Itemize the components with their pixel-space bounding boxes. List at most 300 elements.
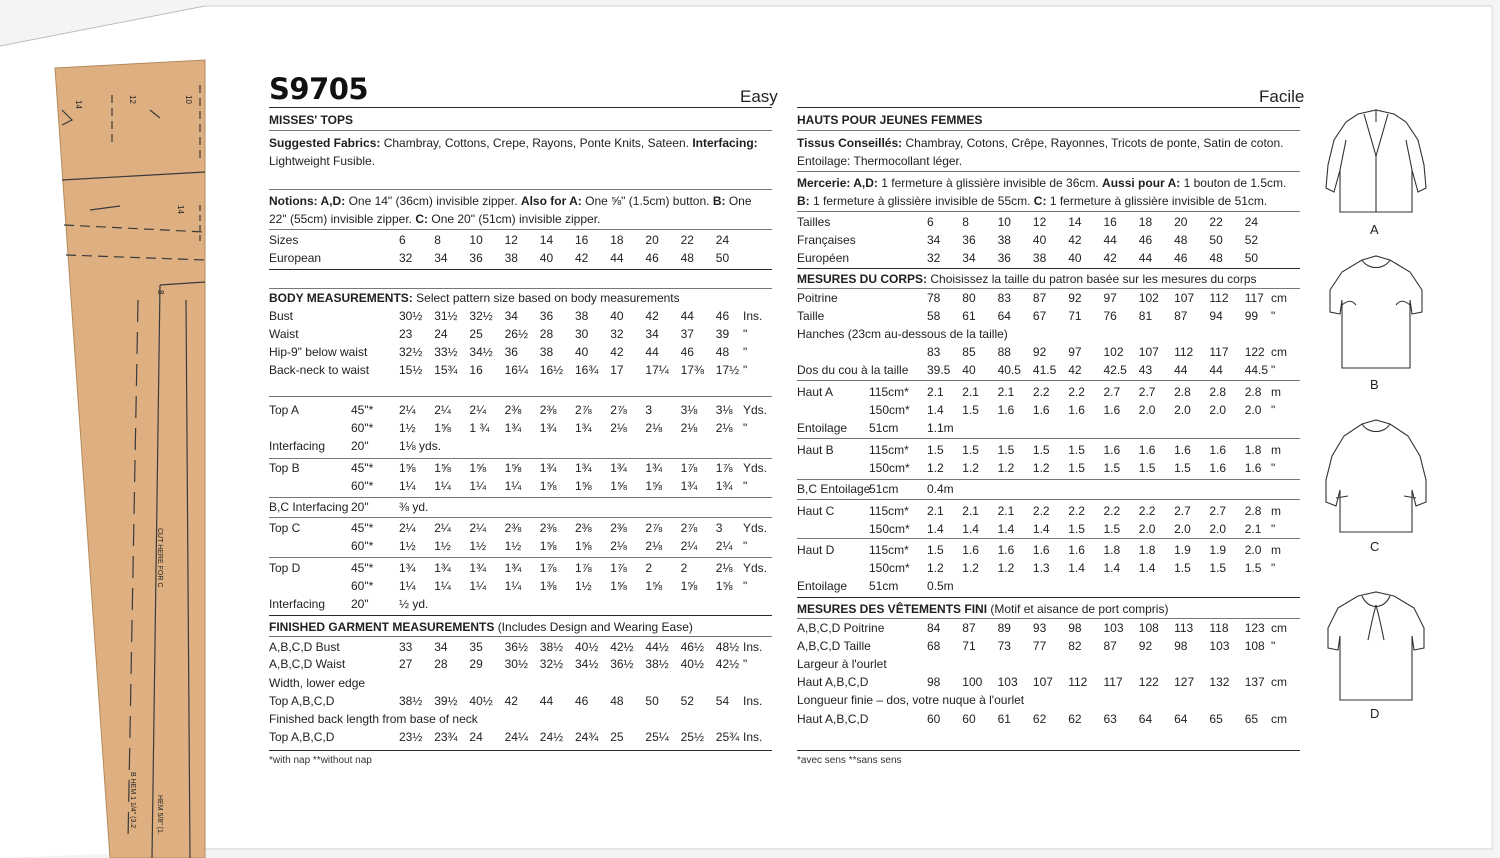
- unit: cm: [1271, 675, 1287, 689]
- table-cell: 34: [962, 251, 976, 265]
- table-cell: 1.2: [997, 461, 1015, 475]
- table-cell: 1⅞: [575, 561, 592, 575]
- view-c-drawing: [1326, 420, 1426, 532]
- table-cell: 48: [610, 694, 624, 708]
- row-label: Hip-9" below waist: [269, 345, 368, 359]
- table-cell: 3: [715, 521, 723, 535]
- table-cell: 1⅝: [715, 579, 733, 593]
- table-cell: 1.4: [927, 522, 944, 536]
- table-cell: 107: [1174, 291, 1195, 305]
- row-label: Top D: [269, 561, 301, 575]
- table-cell: 1⅝: [610, 579, 627, 593]
- fabrics-label: Tissus Conseillés:: [797, 136, 903, 150]
- table-cell: 40: [1032, 233, 1047, 247]
- view-b-label: B:: [797, 194, 810, 208]
- table-cell: 1⅝: [680, 579, 698, 593]
- finished-header-fr: [797, 602, 1168, 616]
- divider: [797, 211, 1300, 212]
- also-for-a-label: Also for A:: [520, 194, 582, 208]
- fabric-width: 115cm*: [869, 443, 909, 457]
- table-cell: 40½: [680, 657, 704, 671]
- table-cell: 2.8: [1174, 385, 1191, 399]
- table-cell: 2.1: [997, 385, 1015, 399]
- footnote-en: *with nap **without nap: [269, 755, 372, 766]
- table-cell: 87: [1103, 639, 1117, 653]
- table-cell: 32½: [469, 309, 493, 323]
- table-cell: 103: [1103, 621, 1124, 635]
- table-cell: 23½: [399, 730, 423, 744]
- row-label: Hanches (23cm au-dessous de la taille): [797, 327, 1008, 341]
- fabrics-en: [269, 136, 758, 150]
- table-cell: 40: [610, 309, 624, 323]
- row-label: Taille: [797, 309, 825, 323]
- table-cell: 48: [680, 251, 694, 265]
- table-cell: 1.2: [927, 561, 944, 575]
- table-cell: 137: [1244, 675, 1265, 689]
- row-label: Interfacing: [269, 597, 326, 611]
- body-measurements-label: BODY MEASUREMENTS:: [269, 291, 413, 305]
- table-cell: 1.5: [1103, 522, 1121, 536]
- table-cell: 36: [962, 233, 976, 247]
- table-cell: 2.7: [1138, 385, 1156, 399]
- table-cell: 32: [610, 327, 624, 341]
- table-cell: 58: [927, 309, 941, 323]
- table-cell: 1.5: [1244, 561, 1262, 575]
- row-label: Largeur à l'ourlet: [797, 657, 887, 671]
- unit: ": [1271, 639, 1276, 653]
- table-cell: 42: [645, 309, 659, 323]
- unit: m: [1271, 385, 1281, 399]
- table-cell: 50: [645, 694, 659, 708]
- table-cell: 41.5: [1032, 363, 1057, 377]
- table-cell: 1¾: [680, 479, 698, 493]
- divider: [797, 618, 1300, 619]
- table-cell: 44.5: [1244, 363, 1269, 377]
- unit: Ins.: [743, 694, 763, 708]
- table-cell: 1.5: [1138, 461, 1156, 475]
- table-cell: 0.4m: [927, 482, 954, 496]
- unit: ": [1271, 309, 1276, 323]
- table-cell: 1.9: [1174, 543, 1191, 557]
- table-cell: 1.9: [1209, 543, 1227, 557]
- notions-text: One: [728, 194, 752, 208]
- table-cell: 92: [1032, 345, 1047, 359]
- table-cell: 1¾: [469, 561, 487, 575]
- divider: [269, 130, 772, 131]
- table-cell: 1¾: [399, 561, 416, 575]
- table-cell: 83: [927, 345, 941, 359]
- row-label: Entoilage: [797, 579, 848, 593]
- divider: [269, 107, 772, 108]
- table-cell: 20: [645, 233, 659, 247]
- table-cell: 89: [997, 621, 1011, 635]
- divider: [797, 268, 1300, 269]
- table-cell: 93: [1032, 621, 1047, 635]
- fabrics-label: Suggested Fabrics:: [269, 136, 381, 150]
- table-cell: 87: [1174, 309, 1188, 323]
- table-cell: 17½: [715, 363, 740, 377]
- table-cell: 1⅝: [399, 461, 416, 475]
- unit: ": [743, 479, 748, 493]
- table-cell: 33½: [434, 345, 458, 359]
- table-cell: 3⅛: [680, 403, 698, 417]
- fabric-width: 51cm: [869, 579, 899, 593]
- table-cell: 8: [434, 233, 441, 247]
- table-cell: 34: [645, 327, 659, 341]
- table-cell: 2.0: [1138, 522, 1156, 536]
- view-d-drawing: [1328, 592, 1424, 700]
- table-cell: 61: [997, 712, 1011, 726]
- notions-text: 1 fermeture à glissière invisible de 55cm.: [813, 194, 1031, 208]
- table-cell: 117: [1244, 291, 1264, 305]
- table-cell: 32: [927, 251, 941, 265]
- table-cell: 25: [469, 327, 483, 341]
- row-label: A,B,C,D Taille: [797, 639, 871, 653]
- table-cell: 1¾: [575, 421, 592, 435]
- table-cell: 1⅝: [610, 479, 627, 493]
- table-cell: 1¼: [434, 479, 451, 493]
- table-cell: 1.5: [1174, 461, 1191, 475]
- table-cell: 54: [715, 694, 730, 708]
- row-label: Top A: [269, 403, 300, 417]
- table-cell: 30: [575, 327, 589, 341]
- row-label: Européen: [797, 251, 850, 265]
- notions-text: 1 fermeture à glissière invisible de 36cm.: [881, 176, 1099, 190]
- row-label: Interfacing: [269, 439, 326, 453]
- table-cell: 60: [927, 712, 941, 726]
- table-cell: 10: [997, 215, 1011, 229]
- table-cell: 34: [434, 251, 448, 265]
- table-cell: 94: [1209, 309, 1223, 323]
- table-cell: 35: [469, 640, 483, 654]
- pattern-label: CUT HERE FOR C: [156, 528, 163, 588]
- table-cell: 1¾: [539, 461, 557, 475]
- table-cell: 1¼: [469, 579, 487, 593]
- divider: [797, 499, 1300, 500]
- table-cell: 1.2: [927, 461, 944, 475]
- table-cell: 37: [680, 327, 694, 341]
- table-cell: 1.3: [1032, 561, 1050, 575]
- table-cell: 103: [1209, 639, 1230, 653]
- table-cell: 2.0: [1174, 403, 1191, 417]
- notions-text: One 20" (51cm) invisible zipper.: [431, 212, 601, 226]
- table-cell: 48½: [715, 640, 740, 654]
- table-cell: 1½: [469, 539, 487, 553]
- view-label-d: D: [1370, 706, 1380, 721]
- table-cell: 2⅞: [610, 403, 627, 417]
- view-illustrations: [1318, 100, 1438, 740]
- fabric-width: 60"*: [351, 479, 374, 493]
- fabric-width: 20": [351, 439, 369, 453]
- table-cell: 52: [680, 694, 694, 708]
- fabric-width: 150cm*: [869, 461, 910, 475]
- table-cell: 48: [715, 345, 730, 359]
- table-cell: 36: [539, 309, 554, 323]
- row-label: Haut B: [797, 443, 834, 457]
- table-cell: 1⅝: [434, 461, 451, 475]
- table-cell: 1.6: [1068, 543, 1085, 557]
- table-cell: 122: [1138, 675, 1159, 689]
- divider: [269, 288, 772, 289]
- body-measurements-header-fr: [797, 272, 1257, 286]
- row-label: Dos du cou à la taille: [797, 363, 909, 377]
- divider: [269, 636, 772, 637]
- notions-text: 22" (55cm) invisible zipper.: [269, 212, 412, 226]
- table-cell: 1.6: [1209, 461, 1227, 475]
- table-cell: 42: [1103, 251, 1117, 265]
- table-cell: 113: [1174, 621, 1194, 635]
- table-cell: 2⅜: [575, 521, 592, 535]
- table-cell: 48: [1174, 233, 1188, 247]
- table-cell: 40: [962, 363, 976, 377]
- table-cell: 92: [1068, 291, 1082, 305]
- table-cell: 30½: [504, 657, 528, 671]
- divider: [269, 615, 772, 616]
- table-cell: 1⅝: [645, 579, 663, 593]
- footnote-fr: *avec sens **sans sens: [797, 755, 902, 766]
- unit: ": [743, 539, 748, 553]
- table-cell: 32½: [539, 657, 564, 671]
- divider: [269, 750, 772, 751]
- unit: m: [1271, 443, 1281, 457]
- notions-text: 1 fermeture à glissière invisible de 51cm.: [1049, 194, 1268, 208]
- table-cell: 46: [715, 309, 730, 323]
- table-cell: 44: [680, 309, 694, 323]
- table-cell: 127: [1174, 675, 1195, 689]
- table-cell: 43: [1138, 363, 1153, 377]
- table-cell: 67: [1032, 309, 1047, 323]
- unit: ": [743, 657, 748, 671]
- table-cell: 6: [399, 233, 406, 247]
- table-cell: 24: [434, 327, 448, 341]
- table-cell: 103: [997, 675, 1018, 689]
- view-label-b: B: [1370, 377, 1379, 392]
- row-label: Top C: [269, 521, 301, 535]
- table-cell: 108: [1138, 621, 1159, 635]
- finished-label: FINISHED GARMENT MEASUREMENTS: [269, 620, 495, 634]
- finished-text: (Includes Design and Wearing Ease): [497, 620, 693, 634]
- table-cell: 2¼: [434, 403, 451, 417]
- table-cell: 2¼: [715, 539, 733, 553]
- table-cell: 44½: [645, 640, 669, 654]
- table-cell: 2.0: [1174, 522, 1191, 536]
- title-en: MISSES' TOPS: [269, 113, 353, 127]
- table-cell: 1¼: [399, 479, 416, 493]
- table-cell: 40: [539, 251, 554, 265]
- table-cell: 2⅛: [645, 421, 663, 435]
- unit: Ins.: [743, 640, 763, 654]
- table-cell: 1¾: [504, 561, 522, 575]
- table-cell: 2.7: [1174, 504, 1191, 518]
- table-cell: 2⅞: [645, 521, 663, 535]
- row-label: European: [269, 251, 322, 265]
- table-cell: 38: [504, 251, 518, 265]
- table-cell: 1.6: [1068, 403, 1085, 417]
- table-cell: 84: [927, 621, 941, 635]
- table-cell: 1¾: [504, 421, 522, 435]
- table-cell: 25½: [680, 730, 704, 744]
- unit: ": [743, 421, 748, 435]
- divider: [269, 229, 772, 230]
- table-cell: 1.5: [1068, 522, 1085, 536]
- finished-text: (Motif et aisance de port compris): [990, 602, 1169, 616]
- notions-en-line2: [269, 212, 600, 226]
- table-cell: 1⅝: [469, 461, 487, 475]
- fabrics-fr: [797, 136, 1283, 150]
- table-cell: 2.8: [1244, 385, 1262, 399]
- table-cell: 62: [1068, 712, 1082, 726]
- table-cell: 100: [962, 675, 983, 689]
- pattern-number: S9705: [269, 72, 369, 106]
- table-cell: 1.5: [1068, 461, 1085, 475]
- table-cell: 1.5: [1103, 461, 1121, 475]
- row-label: Longueur finie – dos, votre nuque à l'ourlet: [797, 693, 1025, 707]
- table-cell: 1.6: [1103, 443, 1121, 457]
- table-cell: 25¾: [715, 730, 740, 744]
- table-cell: 2⅞: [680, 521, 698, 535]
- divider: [797, 288, 1300, 289]
- table-cell: 1.5: [962, 443, 979, 457]
- table-cell: 1½: [399, 421, 416, 435]
- table-cell: 81: [1138, 309, 1153, 323]
- table-cell: 12: [1032, 215, 1047, 229]
- fabric-width: 115cm*: [869, 543, 909, 557]
- table-cell: 34½: [469, 345, 493, 359]
- table-cell: 8: [962, 215, 969, 229]
- body-measurements-label: MESURES DU CORPS:: [797, 272, 928, 286]
- table-cell: 1¼: [504, 579, 522, 593]
- table-cell: 2.2: [1068, 504, 1085, 518]
- table-cell: 1.6: [997, 543, 1015, 557]
- table-cell: 77: [1032, 639, 1047, 653]
- table-cell: 1.2: [1032, 461, 1050, 475]
- table-cell: 1⅝: [575, 479, 592, 493]
- table-cell: 44: [1209, 363, 1223, 377]
- row-label: Haut A,B,C,D: [797, 712, 869, 726]
- table-cell: 17⅜: [680, 363, 704, 377]
- table-cell: 92: [1138, 639, 1153, 653]
- unit: Yds.: [743, 403, 768, 417]
- table-cell: 1.6: [1032, 403, 1050, 417]
- unit: cm: [1271, 621, 1287, 635]
- table-cell: 1¾: [610, 461, 627, 475]
- table-cell: 1¾: [575, 461, 592, 475]
- table-cell: 42.5: [1103, 363, 1127, 377]
- table-cell: 40: [1068, 251, 1082, 265]
- table-cell: 98: [927, 675, 941, 689]
- table-cell: 1.4: [927, 403, 944, 417]
- table-cell: ½ yd.: [399, 597, 429, 611]
- table-cell: 44: [645, 345, 659, 359]
- table-cell: 24: [469, 730, 483, 744]
- row-label: Top B: [269, 461, 300, 475]
- table-cell: 1.8: [1103, 543, 1121, 557]
- table-cell: 24¾: [575, 730, 599, 744]
- table-cell: 34: [434, 640, 448, 654]
- table-cell: 1⅛ yds.: [399, 439, 442, 453]
- table-cell: 87: [962, 621, 976, 635]
- table-cell: 48: [1209, 251, 1223, 265]
- divider: [797, 750, 1300, 751]
- table-cell: 6: [927, 215, 934, 229]
- table-cell: 2.1: [927, 504, 944, 518]
- table-cell: 46½: [680, 640, 704, 654]
- table-cell: 31½: [434, 309, 458, 323]
- table-cell: 71: [962, 639, 976, 653]
- view-a-drawing: [1326, 110, 1426, 212]
- table-cell: 22: [1209, 215, 1223, 229]
- body-measurements-text: Select pattern size based on body measurements: [416, 291, 680, 305]
- table-cell: 61: [962, 309, 976, 323]
- table-cell: 71: [1068, 309, 1082, 323]
- table-cell: 1.4: [1032, 522, 1050, 536]
- unit: Yds.: [743, 561, 768, 575]
- table-cell: 17¼: [645, 363, 669, 377]
- table-cell: 2: [680, 561, 688, 575]
- table-cell: 28: [434, 657, 448, 671]
- table-cell: 50: [1209, 233, 1223, 247]
- table-cell: 2.2: [1032, 385, 1050, 399]
- table-cell: 88: [997, 345, 1011, 359]
- divider: [269, 497, 772, 498]
- table-cell: 2.8: [1244, 504, 1262, 518]
- table-cell: 42: [504, 694, 518, 708]
- table-cell: 2⅛: [610, 539, 627, 553]
- row-label: Entoilage: [797, 421, 848, 435]
- table-cell: 1½: [434, 539, 451, 553]
- row-label: A,B,C,D Poitrine: [797, 621, 885, 635]
- table-cell: 38: [997, 233, 1011, 247]
- fabric-width: 20": [351, 597, 369, 611]
- table-cell: 107: [1032, 675, 1053, 689]
- table-cell: 25¼: [645, 730, 669, 744]
- row-label: Sizes: [269, 233, 299, 247]
- pattern-tissue: [0, 0, 210, 858]
- table-cell: 29: [469, 657, 483, 671]
- table-cell: 2¼: [434, 521, 451, 535]
- table-cell: 1½: [399, 539, 416, 553]
- fabric-width: 60"*: [351, 539, 374, 553]
- table-cell: 2.0: [1209, 403, 1227, 417]
- table-cell: 36½: [504, 640, 528, 654]
- row-label: Top A,B,C,D: [269, 730, 335, 744]
- table-cell: 22: [680, 233, 694, 247]
- view-label-c: C: [1370, 539, 1380, 554]
- fabrics-text: Chambray, Cotons, Crêpe, Rayonnes, Tricots de ponte, Satin de coton.: [905, 136, 1284, 150]
- table-cell: 42: [1068, 233, 1082, 247]
- table-cell: 2⅞: [575, 403, 592, 417]
- table-cell: 40½: [575, 640, 599, 654]
- table-cell: 36½: [610, 657, 634, 671]
- table-cell: 1.6: [1209, 443, 1227, 457]
- table-cell: 2⅜: [610, 521, 627, 535]
- table-cell: 34½: [575, 657, 599, 671]
- table-cell: 1.6: [1138, 443, 1156, 457]
- table-cell: 1⅞: [539, 561, 557, 575]
- table-cell: 64: [1174, 712, 1188, 726]
- table-cell: 39.5: [927, 363, 951, 377]
- table-cell: 42: [610, 345, 624, 359]
- title-fr: HAUTS POUR JEUNES FEMMES: [797, 113, 983, 127]
- table-cell: 16: [469, 363, 483, 377]
- row-label: Waist: [269, 327, 299, 341]
- table-cell: 1.6: [1103, 403, 1121, 417]
- table-cell: 24: [1244, 215, 1259, 229]
- table-cell: 1.5: [1174, 561, 1191, 575]
- table-cell: 1¾: [715, 479, 733, 493]
- table-cell: 38: [1032, 251, 1047, 265]
- table-cell: 42: [575, 251, 589, 265]
